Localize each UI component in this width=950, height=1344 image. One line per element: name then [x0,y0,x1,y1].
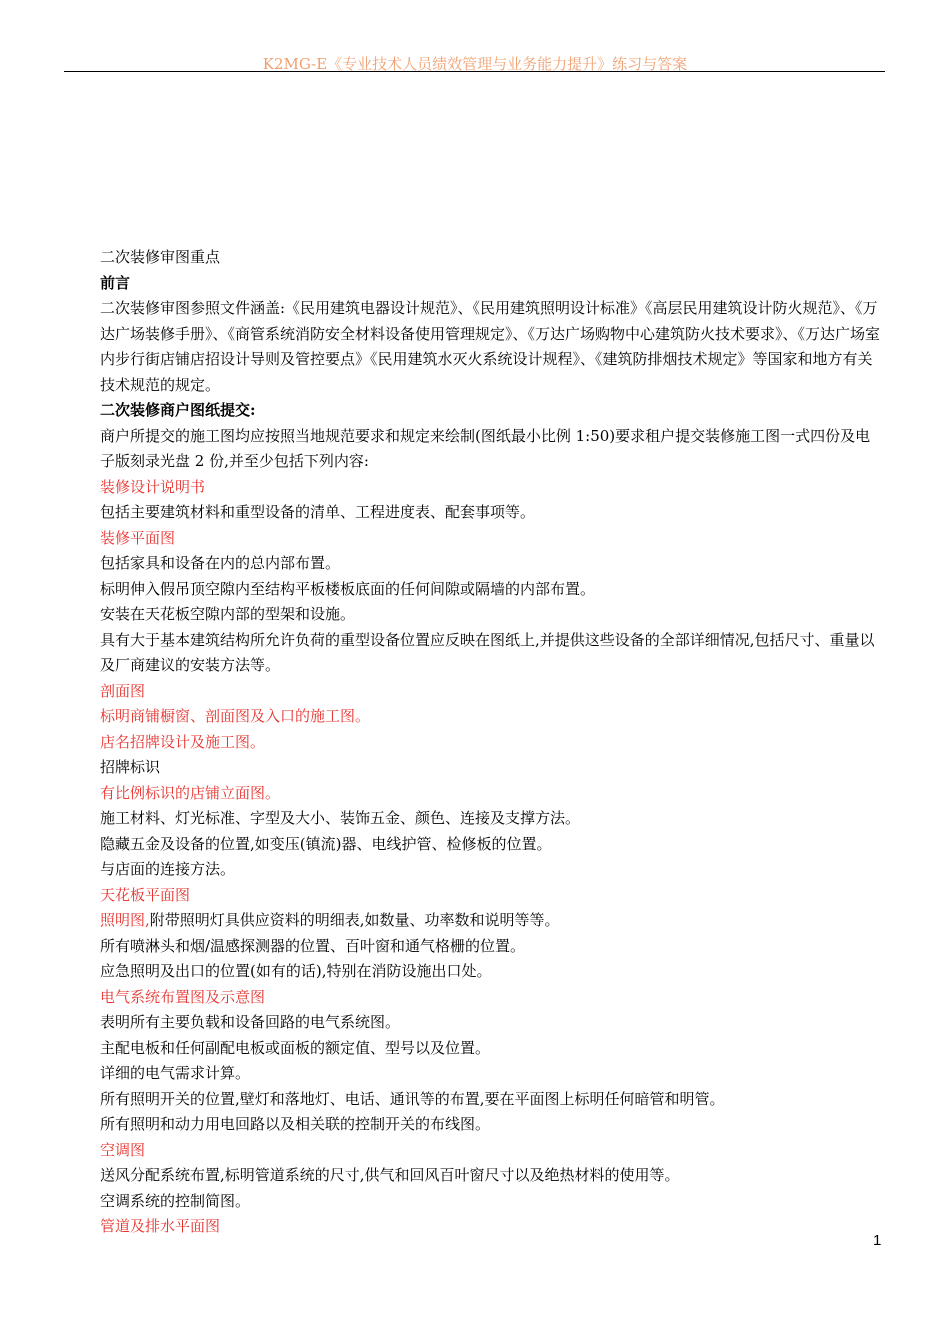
hvac-heading: 空调图 [100,1140,146,1159]
page-number: 1 [873,1232,882,1249]
signage-item: 与店面的连接方法。 [100,860,236,878]
floor-plan-item: 安装在天花板空隙内部的型架和设施。 [100,605,356,623]
electrical-item: 详细的电气需求计算。 [100,1064,251,1082]
running-header: K2MG-E《专业技术人员绩效管理与业务能力提升》练习与答案 [262,55,688,73]
hvac-item: 空调系统的控制简图。 [100,1191,251,1210]
electrical-heading: 电气系统布置图及示意图 [100,987,266,1006]
electrical-item: 所有照明开关的位置,壁灯和落地灯、电话、通讯等的布置,要在平面图上标明任何暗管和明管。 [100,1089,725,1108]
signage-heading: 招牌标识 [100,758,161,776]
submission-paragraph: 商户所提交的施工图均应按照当地规范要求和规定来绘制(图纸最小比例 1:50)要求租户提交装修施工图一式四份及电子版刻录光盘 2 份,并至少包括下列内容: [100,426,871,470]
preface-paragraph: 二次装修审图参照文件涵盖:《民用建筑电器设计规范》、《民用建筑照明设计标准》《高层民用建筑设计防火规范》、《万达广场装修手册》、《商管系统消防安全材料设备使用管理规定》、《万达广场购物中心建筑防火技术要求》、《万达广场室内步行街店铺店招设计导则及管控要点》《民用建筑水灭火系统设计规程》、《建筑防排烟技术规定》等国家和地方有关技术规范的规定。 [100,299,881,394]
electrical-item: 表明所有主要负载和设备回路的电气系统图。 [100,1013,401,1031]
document-body [100,245,885,1240]
signage-item: 隐藏五金及设备的位置,如变压(镇流)器、电线护管、检修板的位置。 [100,834,552,853]
floor-plan-item: 具有大于基本建筑结构所允许负荷的重型设备位置应反映在图纸上,并提供这些设备的全部详细情况,包括尺寸、重量以及厂商建议的安装方法等。 [100,630,875,674]
doc-title: 二次装修审图重点 [100,248,221,266]
electrical-item: 所有照明和动力用电回路以及相关联的控制开关的布线图。 [100,1115,491,1133]
ceiling-item: 应急照明及出口的位置(如有的话),特别在消防设施出口处。 [100,962,492,980]
header-rule [64,71,885,72]
floor-plan-item: 包括家具和设备在内的总内部布置。 [100,554,341,572]
submission-block [0,424,885,475]
lighting-text: 附带照明灯具供应资料的明细表,如数量、功率数和说明等等。 [149,911,560,929]
floor-plan-wrap [0,628,885,679]
design-notes-text: 包括主要建筑材料和重型设备的清单、工程进度表、配套事项等。 [100,503,536,521]
section-item: 标明商铺橱窗、剖面图及入口的施工图。 [100,707,371,725]
ceiling-item [100,908,885,934]
lighting-label: 照明图, [100,911,150,929]
floor-plan-heading: 装修平面图 [100,528,176,547]
section-heading: 剖面图 [100,681,146,700]
ceiling-item: 所有喷淋头和烟/温感探测器的位置、百叶窗和通气格栅的位置。 [100,936,526,955]
section-item: 店名招牌设计及施工图。 [100,732,266,751]
plumbing-heading: 管道及排水平面图 [100,1217,221,1235]
floor-plan-item: 标明伸入假吊顶空隙内至结构平板楼板底面的任何间隙或隔墙的内部布置。 [100,579,596,598]
hvac-item: 送风分配系统布置,标明管道系统的尺寸,供气和回风百叶窗尺寸以及绝热材料的使用等。 [100,1166,680,1184]
electrical-item: 主配电板和任何副配电板或面板的额定值、型号以及位置。 [100,1038,491,1057]
signage-item: 有比例标识的店铺立面图。 [100,783,281,802]
ceiling-heading: 天花板平面图 [100,885,191,904]
design-notes-heading: 装修设计说明书 [100,477,206,496]
signage-item: 施工材料、灯光标准、字型及大小、装饰五金、颜色、连接及支撑方法。 [100,809,581,827]
preface-block [0,296,885,398]
preface-heading: 前言 [100,273,131,292]
submission-heading: 二次装修商户图纸提交: [100,401,256,419]
